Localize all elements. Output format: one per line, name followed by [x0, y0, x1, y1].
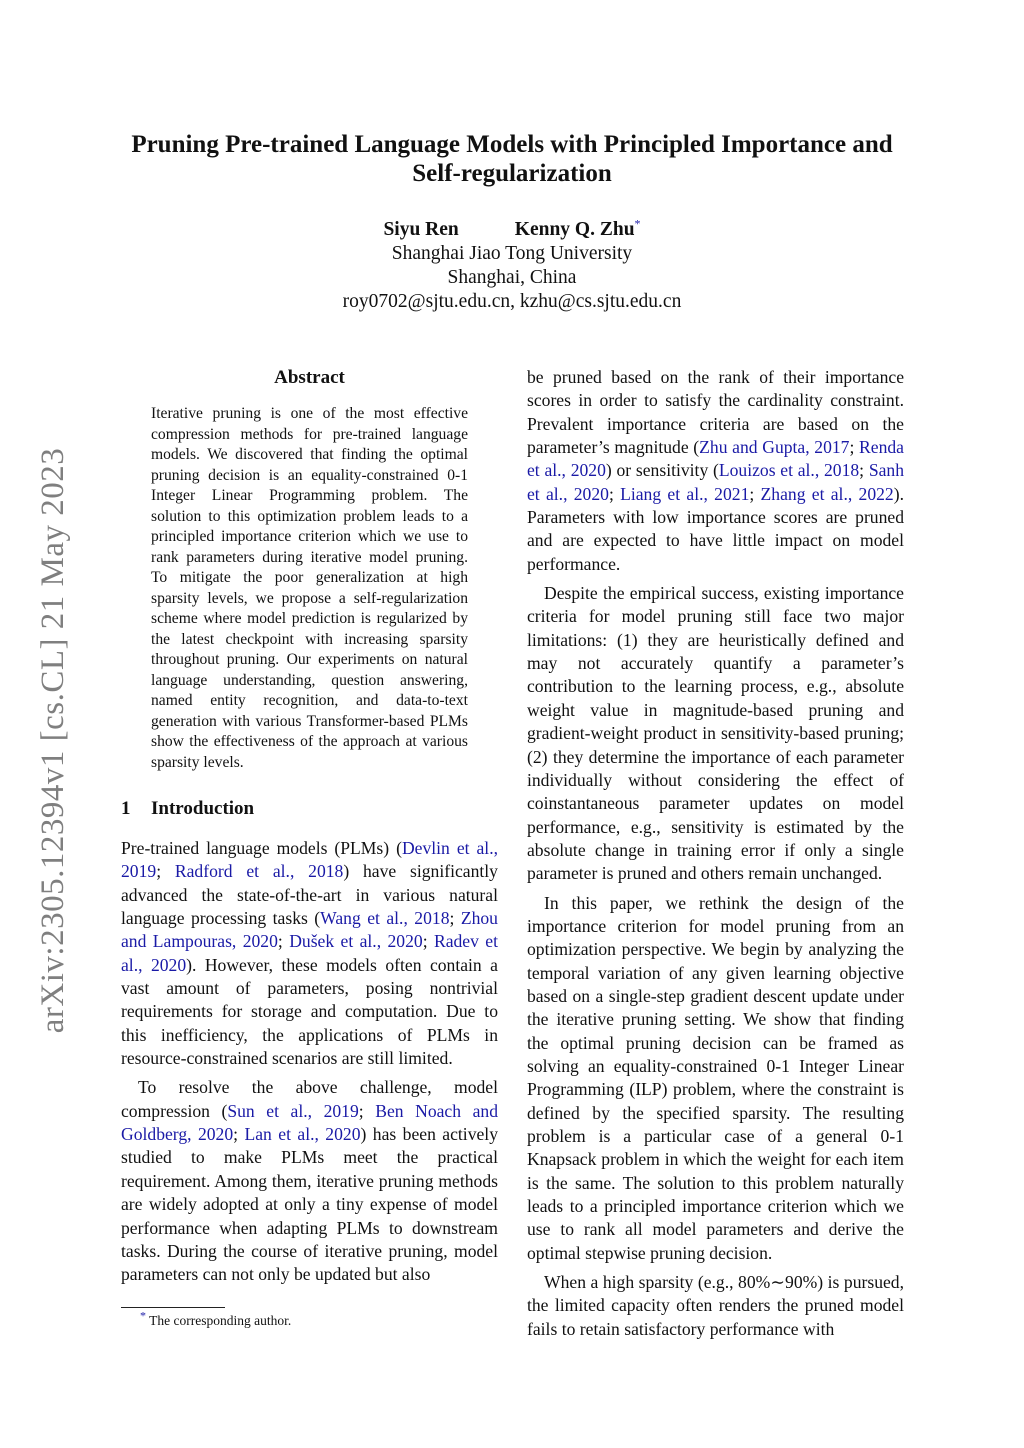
author-block [200, 218, 824, 314]
left-column [121, 366, 498, 1287]
abstract-text: Iterative pruning is one of the most effective compression methods for pre-trained language models. We discovered that finding the optimal pruning decision is an equality-constrained 0-1 Integer Linear Programming problem. The solution to this optimization problem leads to a principled importance criterion which we use to rank parameters during iterative model pruning. To mitigate the poor generalization at high sparsity levels, we propose a self-regularization scheme where model prediction is regularized by the latest checkpoint with increasing sparsity throughout pruning. Our experiments on natural language understanding, question answering, named entity recognition, and data-to-text generation with various Transformer-based PLMs show the effectiveness of the approach at various sparsity levels. [151, 405, 468, 771]
author-2: Kenny Q. Zhu [514, 219, 635, 240]
citation-link[interactable]: Devlin et al., 2019 [121, 838, 498, 882]
footnote-rule [121, 1307, 225, 1308]
citation-link[interactable]: Ben Noach and Goldberg, 2020 [121, 1100, 498, 1145]
abstract-heading: Abstract [274, 367, 345, 388]
citation-link[interactable]: Wang et al., 2018 [320, 908, 450, 929]
intro-paragraph-4: Despite the empirical success, existing importance criteria for model pruning still face two major limitations: (1) they are heuristically defined and may not accurately quantify a parameter’s contribution to the learning process, e.g., absolute weight value in magnitude-based pruning and gradient-weight product in sensitivity-based pruning; (2) they determine the importance of each parameter individually without considering the effect of coinstantaneous parameter updates on model performance, e.g., sensitivity is estimated by the absolute change in training error if only a single parameter is pruned and others remain unchanged. [527, 583, 904, 884]
author-emails: roy0702@sjtu.edu.cn, kzhu@cs.sjtu.edu.cn [342, 291, 682, 312]
citation-link[interactable]: Zhou and Lampouras, 2020 [121, 908, 498, 952]
intro-paragraph-2: To resolve the above challenge, model compression (Sun et al., 2019; Ben Noach and Goldberg, 2020; Lan et al., 2020) has been actively studied to make PLMs meet the practical requirement. Among them, iterative pruning methods are widely adopted at only a tiny expense of model performance when adapting PLMs to downstream tasks. During the course of iterative pruning, model parameters can not only be updated but also [121, 1077, 498, 1285]
citation-link[interactable]: Dušek et al., 2020 [289, 931, 423, 952]
citation-link[interactable]: Radford et al., 2018 [174, 861, 344, 882]
arxiv-stamp-text: arXiv:2305.12394v1 [cs.CL] 21 May 2023 [35, 447, 72, 1033]
location: Shanghai, China [447, 267, 577, 288]
intro-paragraph-3: be pruned based on the rank of their importance scores in order to satisfy the cardinality constraint. Prevalent importance criteria are based on the parameter’s magnitude (Zhu and Gupta, 2017; Renda et al., 2020) or sensitivity (Louizos et al., 2018; Sanh et al., 2020; Liang et al., 2021; Zhang et al., 2022). Parameters with low importance scores are pruned and are expected to have little impact on model performance. [527, 367, 904, 574]
footnote-text: The corresponding author. [149, 1313, 292, 1328]
paper-title: Pruning Pre-trained Language Models with Principled Importance and Self-regularization [131, 131, 893, 187]
corresponding-author-mark[interactable]: * [634, 216, 641, 231]
citation-link[interactable]: Louizos et al., 2018 [718, 460, 860, 481]
citation-link[interactable]: Renda et al., 2020 [527, 437, 904, 481]
citation-link[interactable]: Radev et al., 2020 [121, 931, 498, 975]
citation-link[interactable]: Lan et al., 2020 [244, 1124, 361, 1145]
right-column [527, 366, 904, 1341]
section-number: 1 [121, 798, 131, 819]
intro-paragraph-1: Pre-trained language models (PLMs) (Devlin et al., 2019; Radford et al., 2018) have significantly advanced the state-of-the-art in various natural language processing tasks (Wang et al., 2018; Zhou and Lampouras, 2020; Dušek et al., 2020; Radev et al., 2020). However, these models often contain a vast amount of parameters, posing nontrivial requirements for storage and computation. Due to this inefficiency, the applications of PLMs in resource-constrained scenarios are still limited. [121, 838, 498, 1069]
section-title: Introduction [151, 798, 255, 819]
section-heading-introduction [121, 797, 498, 821]
author-names [200, 218, 824, 242]
arxiv-stamp [18, 390, 90, 1090]
citation-link[interactable]: Sanh et al., 2020 [527, 460, 904, 504]
intro-paragraph-6: When a high sparsity (e.g., 80%∼90%) is pursued, the limited capacity often renders the pruned model fails to retain satisfactory performance with [527, 1272, 904, 1339]
citation-link[interactable]: Liang et al., 2021 [620, 483, 750, 504]
footnote [140, 1308, 292, 1329]
author-1: Siyu Ren [383, 219, 459, 240]
affiliation: Shanghai Jiao Tong University [391, 243, 633, 264]
footnote-mark: * [140, 1308, 146, 1323]
citation-link[interactable]: Zhu and Gupta, 2017 [699, 437, 850, 458]
intro-paragraph-5: In this paper, we rethink the design of the importance criterion for model pruning from an optimization perspective. We begin by analyzing the temporal variation of any given learning objective based on a single-step gradient descent update under the iterative pruning setting. We show that finding the optimal pruning decision can be framed as solving an equality-constrained 0-1 Integer Linear Programming (ILP) problem, where the constraint is defined by the specified sparsity. The resulting problem is a particular case of a general 0-1 Knapsack problem in which the weight for each item is the same. The solution to this problem naturally leads to a principled importance criterion which we use to rank all model parameters and derive the optimal stepwise pruning decision. [527, 892, 904, 1263]
citation-link[interactable]: Zhang et al., 2022 [760, 483, 894, 504]
citation-link[interactable]: Sun et al., 2019 [227, 1100, 359, 1121]
